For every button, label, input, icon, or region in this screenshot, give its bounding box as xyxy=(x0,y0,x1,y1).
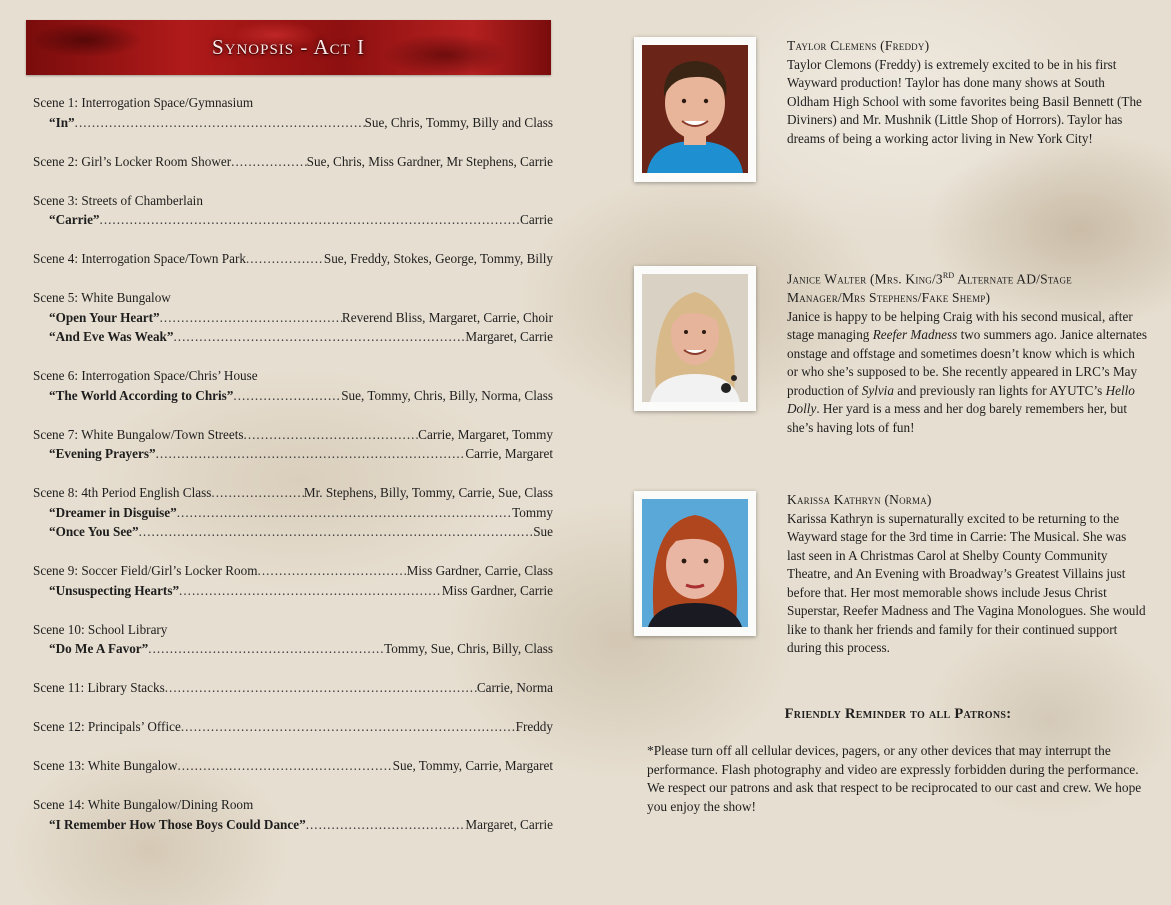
scene-cast: Carrie, Norma xyxy=(476,680,553,695)
song-title: “Unsuspecting Hearts” xyxy=(49,582,180,598)
scene-5 xyxy=(33,290,553,349)
leader-dots xyxy=(148,641,384,657)
song-cast: Tommy, Sue, Chris, Billy, Class xyxy=(384,641,553,656)
scene-7 xyxy=(33,427,553,466)
song-title: “Dreamer in Disguise” xyxy=(49,504,177,520)
scene-label: Scene 4: Interrogation Space/Town Park xyxy=(33,251,246,266)
scene-8 xyxy=(33,485,553,544)
scene-14 xyxy=(33,797,553,836)
portrait-image xyxy=(642,499,748,627)
bio-paragraph: Karissa Kathryn is supernaturally excited to be returning to the Wayward stage for the 3rd time in Carrie: The Musical. She was last seen in A Christmas Carol at Shelby County Community Theatre, and An Evening with Broadway’s Greatest Villains just before that. Her most memorable shows include Jesus Christ Superstar, Reefer Madness and The Vagina Monologues. She would like to thank her friends and family for their continued support during this process. xyxy=(787,510,1146,655)
cast-name: Janice Walter (Mrs. King/3rd Alternate AD/Stage Manager/Mrs Stephens/Fake Shemp) xyxy=(787,269,1072,305)
scene-cast: Sue, Chris, Miss Gardner, Mr Stephens, Carrie xyxy=(306,153,553,169)
scene-3 xyxy=(33,193,553,232)
song-cast: Tommy xyxy=(512,504,553,520)
song-cast: Miss Gardner, Carrie xyxy=(441,582,553,598)
scene-label: Scene 5: White Bungalow xyxy=(33,290,171,305)
cast-name: Karissa Kathryn (Norma) xyxy=(787,492,932,507)
scene-2 xyxy=(33,154,553,174)
scene-10 xyxy=(33,622,553,661)
song-title: “Evening Prayers” xyxy=(49,446,156,461)
song-title: “I Remember How Those Boys Could Dance” xyxy=(49,816,306,832)
scene-1 xyxy=(33,95,553,134)
song-title: “In” xyxy=(49,114,75,130)
scene-9 xyxy=(33,563,553,602)
leader-dots xyxy=(246,251,324,267)
song-cast: Reverend Bliss, Margaret, Carrie, Choir xyxy=(341,309,553,325)
bio-paragraph: Janice is happy to be helping Craig with his second musical, after stage managing Reefer Madness two summers ago. Janice alternates onstage and offstage and sometimes doesn’t know which is which or who she’s supposed to be. She recently appeared in LRC’s May production of Sylvia and previously ran lights for AYUTC’s Hello Dolly. Her yard is a mess and her dog barely remembers her, but she’s having lots of fun! xyxy=(787,308,1147,435)
song-title: “Do Me A Favor” xyxy=(49,641,149,656)
leader-dots xyxy=(173,329,465,345)
scene-cast: Sue, Freddy, Stokes, George, Tommy, Billy xyxy=(323,251,553,266)
scene-6 xyxy=(33,368,553,407)
scene-label: Scene 1: Interrogation Space/Gymnasium xyxy=(33,95,254,110)
leader-dots xyxy=(306,817,466,833)
synopsis-banner xyxy=(26,20,551,75)
scene-label: Scene 6: Interrogation Space/Chris’ House xyxy=(33,368,258,383)
bio-text xyxy=(787,37,1147,148)
leader-dots xyxy=(258,563,407,579)
leader-dots xyxy=(165,680,477,696)
song-cast: Carrie xyxy=(520,212,553,227)
headshot-photo xyxy=(634,491,756,636)
scene-cast: Mr. Stephens, Billy, Tommy, Carrie, Sue, Class xyxy=(303,485,553,500)
scene-13 xyxy=(33,758,553,778)
leader-dots xyxy=(181,719,516,735)
song-cast: Margaret, Carrie xyxy=(465,816,553,832)
scene-12 xyxy=(33,719,553,739)
leader-dots xyxy=(231,154,307,170)
song-title: “Open Your Heart” xyxy=(49,309,160,325)
scene-label: Scene 14: White Bungalow/Dining Room xyxy=(33,797,254,812)
song-title: “The World According to Chris” xyxy=(49,387,234,403)
song-cast: Sue, Tommy, Chris, Billy, Norma, Class xyxy=(341,387,553,403)
reminder-title: Friendly Reminder to all Patrons: xyxy=(784,706,1012,722)
cast-name: Taylor Clemens (Freddy) xyxy=(787,38,930,53)
song-title: “Carrie” xyxy=(49,212,100,227)
leader-dots xyxy=(100,212,521,228)
headshot-photo xyxy=(634,266,756,411)
scene-cast: Sue, Tommy, Carrie, Margaret xyxy=(392,758,553,773)
scene-list xyxy=(33,95,553,856)
bio-paragraph: Taylor Clemons (Freddy) is extremely excited to be in his first Wayward production! Taylor has done many shows at South Oldham High School with some favorites being Basil Bennett (The Diviners) and Mr. Mushnik (Little Shop of Horrors). Taylor has dreams of being a working actor living in New York City! xyxy=(787,56,1142,146)
scene-label: Scene 8: 4th Period English Class xyxy=(33,485,212,500)
song-cast: Sue xyxy=(533,524,553,539)
song-cast: Sue, Chris, Tommy, Billy and Class xyxy=(364,114,553,130)
leader-dots xyxy=(211,485,303,501)
bio-text xyxy=(787,266,1147,437)
scene-4 xyxy=(33,251,553,271)
leader-dots xyxy=(244,427,419,443)
song-title: “Once You See” xyxy=(49,524,139,539)
scene-label: Scene 12: Principals’ Office xyxy=(33,719,181,734)
scene-cast: Carrie, Margaret, Tommy xyxy=(418,426,553,442)
portrait-image xyxy=(642,274,748,402)
portrait-image xyxy=(642,45,748,173)
page-title: Synopsis - Act I xyxy=(211,35,366,59)
song-cast: Carrie, Margaret xyxy=(465,446,553,461)
scene-label: Scene 7: White Bungalow/Town Streets xyxy=(33,426,244,442)
scene-label: Scene 9: Soccer Field/Girl’s Locker Room xyxy=(33,563,258,578)
leader-dots xyxy=(160,310,342,326)
scene-label: Scene 2: Girl’s Locker Room Shower xyxy=(33,153,232,169)
scene-cast: Freddy xyxy=(515,719,553,734)
song-title: “And Eve Was Weak” xyxy=(49,329,174,344)
scene-label: Scene 10: School Library xyxy=(33,621,168,637)
bio-text xyxy=(787,491,1147,658)
scene-label: Scene 13: White Bungalow xyxy=(33,758,178,773)
leader-dots xyxy=(75,115,365,131)
leader-dots xyxy=(233,388,341,404)
scene-label: Scene 11: Library Stacks xyxy=(33,680,165,695)
scene-cast: Miss Gardner, Carrie, Class xyxy=(406,563,553,578)
song-cast: Margaret, Carrie xyxy=(465,329,553,344)
leader-dots xyxy=(177,505,512,521)
scene-label: Scene 3: Streets of Chamberlain xyxy=(33,192,203,208)
leader-dots xyxy=(139,524,534,540)
leader-dots xyxy=(179,583,442,599)
leader-dots xyxy=(156,446,466,462)
reminder-text: *Please turn off all cellular devices, pagers, or any other devices that may interrupt the performance. Flash photography and video are expressly forbidden during the performance. We respect our patrons and ask that respect to be reciprocated to our cast and crew. We hope you enjoy the show! xyxy=(647,743,1142,815)
leader-dots xyxy=(177,758,392,774)
scene-11 xyxy=(33,680,553,700)
headshot-photo xyxy=(634,37,756,182)
